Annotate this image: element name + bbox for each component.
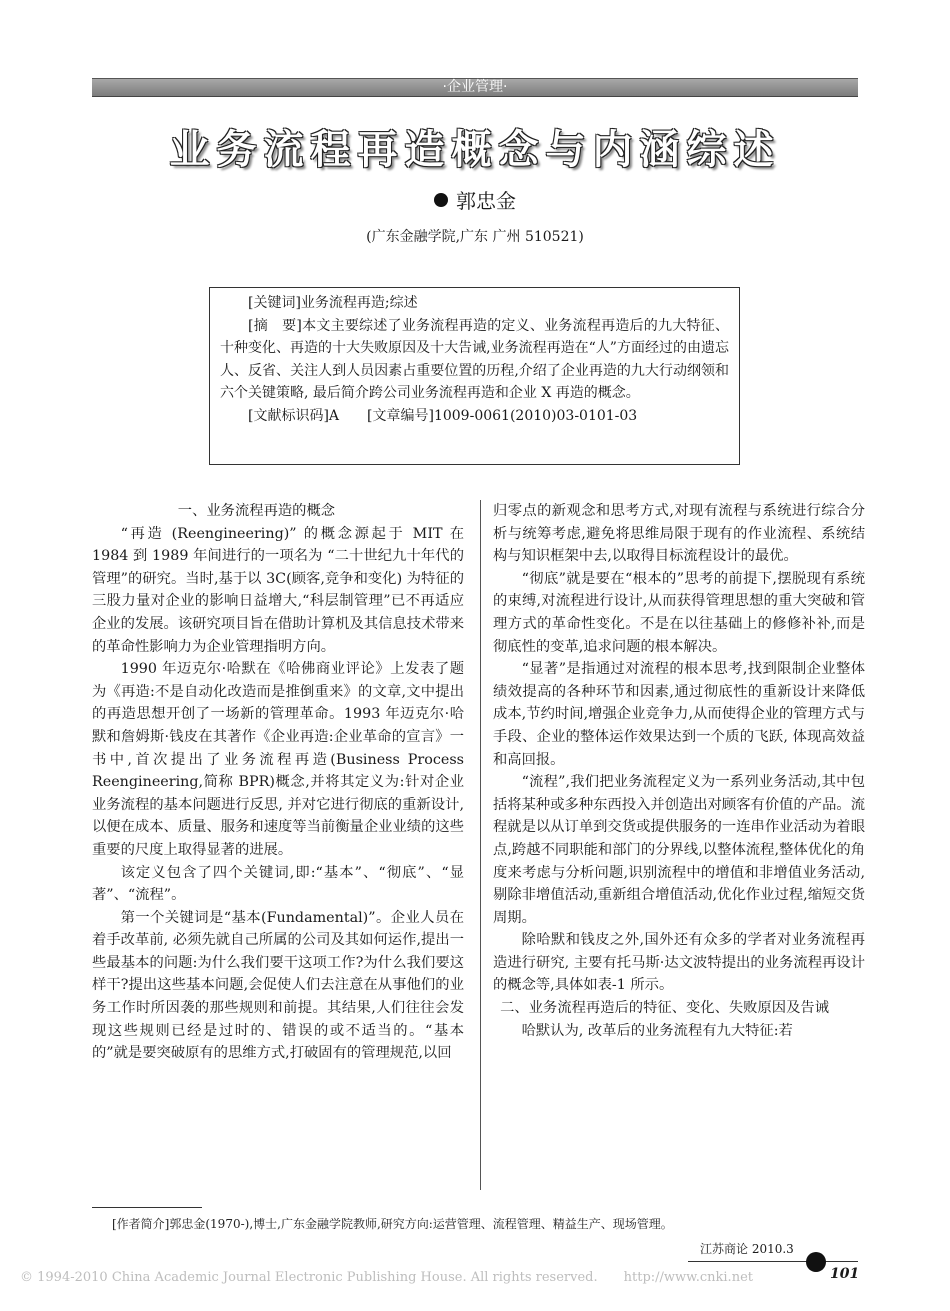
paragraph: 归零点的新观念和思考方式,对现有流程与系统进行综合分析与统筹考虑,避免将思维局限于现有的作业流程、系统结构与知识框架中去,以取得目标流程设计的最优。 (493, 503, 865, 565)
author-name: 郭忠金 (456, 189, 516, 213)
keywords: [关键词]业务流程再造;综述 (248, 295, 418, 311)
paragraph: 该定义包含了四个关键词,即:“基本”、“彻底”、“显著”、“流程”。 (92, 864, 464, 904)
paragraph: 1990 年迈克尔·哈默在《哈佛商业评论》上发表了题为《再造:不是自动化改造而是推倒重来》的文章,文中提出的再造思想开创了一场新的管理革命。1993 年迈克尔·哈默和詹姆斯·钱皮在其著作《企业再造:企业革命的宣言》一书中,首次提出了业务流程再造(Business Process Reengineering,简称 BPR)概念,并将其定义为:针对企业业务流程的基本问题进行反思, 并对它进行彻底的重新设计, 以便在成本、质量、服务和速度等当前衡量企业业绩的这些重要的尺度上取得显著的进展。 (92, 661, 464, 858)
paragraph: “显著”是指通过对流程的根本思考,找到限制企业整体绩效提高的各种环节和因素,通过彻底性的重新设计来降低成本,节约时间,增强企业竞争力,从而使得企业的管理方式与手段、企业的整体运作效果达到一个质的飞跃, 体现高效益和高回报。 (493, 661, 865, 768)
affiliation: (广东金融学院,广东 广州 510521) (366, 229, 584, 245)
author-footnote: [作者简介]郭忠金(1970-),博士,广东金融学院教师,研究方向:运营管理、流程管理、精益生产、现场管理。 (112, 1217, 673, 1231)
footer-rule (688, 1261, 858, 1262)
journal-name: 江苏商论 2010.3 (700, 1242, 794, 1256)
page-number: 101 (830, 1266, 860, 1282)
paragraph: 除哈默和钱皮之外,国外还有众多的学者对业务流程再造进行研究, 主要有托马斯·达文波特提出的业务流程再设计的概念等,具体如表-1 所示。 (493, 932, 865, 994)
section-heading-2: 二、业务流程再造后的特征、变化、失败原因及告诫 (500, 1000, 829, 1017)
section-banner: ·企业管理· (92, 78, 858, 97)
document-codes: [文献标识码]A [文章编号]1009-0061(2010)03-0101-03 (248, 407, 638, 424)
abstract-box (209, 287, 740, 465)
bullet-icon (434, 193, 448, 207)
section-heading-1: 一、业务流程再造的概念 (177, 503, 336, 519)
column-divider (480, 500, 481, 1190)
author-line (0, 185, 950, 214)
left-column (92, 500, 464, 1065)
paragraph: “再造 (Reengineering)” 的概念源起于 MIT 在 1984 到 1989 年间进行的一项名为 “二十世纪九十年代的管理”的研究。当时,基于以 3C(顾客,竞争和变化) 为特征的三股力量对企业的影响日益增大,“科层制管理”已不再适应企业的发展。该研究项目旨在借助计算机及其信息技术带来的革命性影响力为企业管理指明方向。 (92, 525, 464, 655)
paragraph: 哈默认为, 改革后的业务流程有九大特征:若 (521, 1022, 793, 1039)
footnote-rule (92, 1207, 202, 1208)
copyright-watermark: © 1994-2010 China Academic Journal Electronic Publishing House. All rights reserved. http://www.cnki.net (20, 1270, 753, 1285)
paragraph: “流程”,我们把业务流程定义为一系列业务活动,其中包括将某种或多种东西投入并创造出对顾客有价值的产品。流程就是以从订单到交货或提供服务的一连串作业活动为着眼点,跨越不同职能和部门的分界线,以整体流程,整体优化的角度来考虑与分析问题,识别流程中的增值和非增值业务活动,剔除非增值活动,重新组合增值活动,优化作业过程,缩短交货周期。 (493, 774, 865, 926)
page-marker-icon (806, 1252, 826, 1272)
article-title: 业务流程再造概念与内涵综述 (169, 127, 781, 173)
paragraph: 第一个关键词是“基本(Fundamental)”。企业人员在着手改革前, 必须先就自己所属的公司及其如何运作,提出一些最基本的问题:为什么我们要干这项工作?为什么我们要这样干?提出这些基本问题,会促使人们去注意在从事他们的业务工作时所因袭的那些规则和前提。其结果,人们往往会发现这些规则已经是过时的、错误的或不适当的。“基本的”就是要突破原有的思维方式,打破固有的管理规范,以回 (92, 909, 464, 1062)
right-column (493, 500, 865, 1042)
paragraph: “彻底”就是要在“根本的”思考的前提下,摆脱现有系统的束缚,对流程进行设计,从而获得管理思想的重大突破和管理方式的革命性变化。不是在以往基础上的修修补补,而是彻底性的变革,追求问题的根本解决。 (493, 570, 865, 655)
abstract-summary: [摘 要]本文主要综述了业务流程再造的定义、业务流程再造后的九大特征、十种变化、再造的十大失败原因及十大告诫,业务流程再造在“人”方面经过的由遗忘人、反省、关注人到人员因素占重要位置的历程,介绍了企业再造的九大行动纲领和六个关键策略, 最后简介跨公司业务流程再造和企业 X 再造的概念。 (220, 317, 729, 402)
